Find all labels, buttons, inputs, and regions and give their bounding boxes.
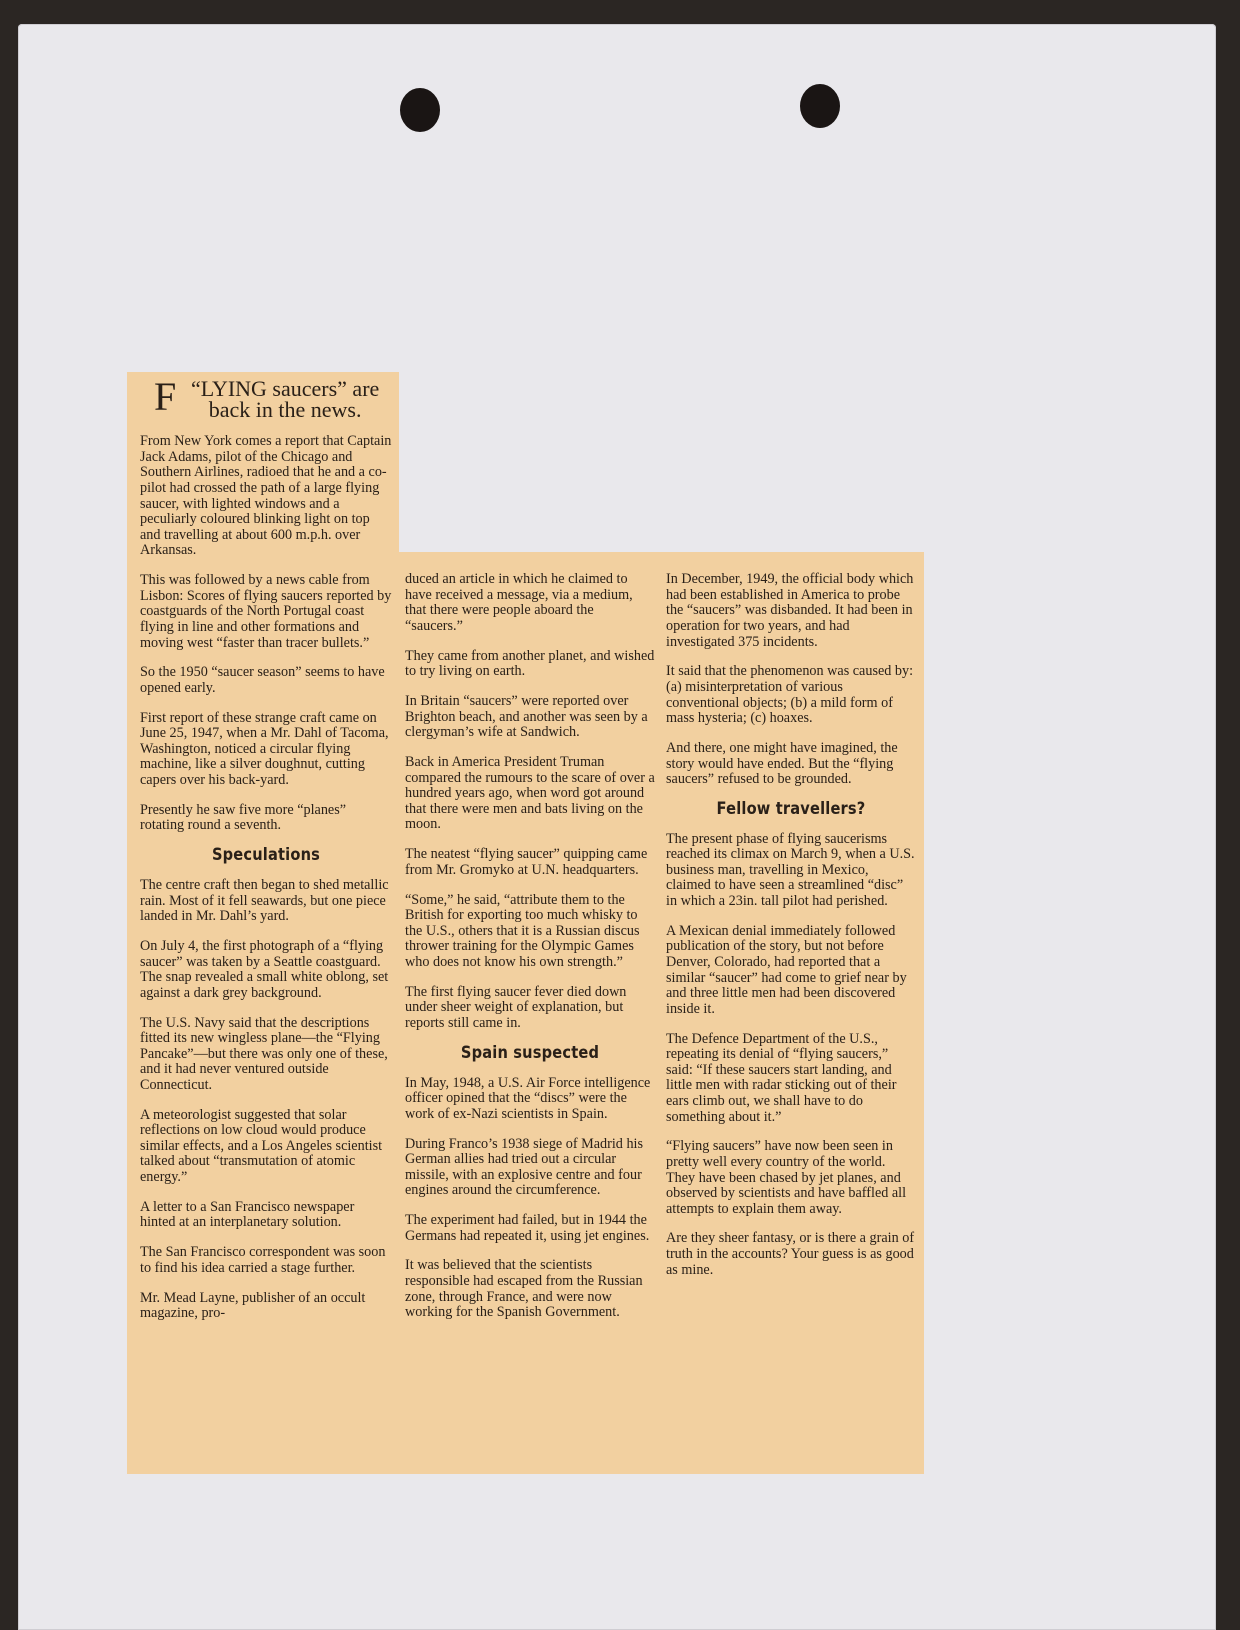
punch-hole-right xyxy=(800,84,840,128)
paragraph: So the 1950 “saucer season” seems to have opened early. xyxy=(140,664,385,696)
drop-cap: F xyxy=(154,374,177,419)
paragraph: The centre craft then began to shed metallic rain. Most of it fell seawards, but one piece landed in Mr. Dahl’s yard. xyxy=(140,876,389,925)
column-1 xyxy=(140,374,392,1336)
paragraph: The San Francisco correspondent was soon to find his idea carried a stage further. xyxy=(140,1244,386,1276)
paragraph: They came from another planet, and wished to try living on earth. xyxy=(405,647,655,680)
column-3 xyxy=(666,558,916,1292)
paragraph: On July 4, the first photograph of a “flying saucer” was taken by a Seattle coastguard. The snap revealed a small white oblong, set against a dark grey background. xyxy=(140,937,389,1001)
paragraph: Mr. Mead Layne, publisher of an occult magazine, pro- xyxy=(140,1289,366,1322)
paragraph: In December, 1949, the official body which had been established in America to probe the “saucers” was disbanded. It had been in operation for two years, and had investigated 375 incidents. xyxy=(666,571,914,650)
paragraph: This was followed by a news cable from Lisbon: Scores of flying saucers reported by coastguards of the North Portugal coast flying in line and other formations and moving west “faster than tracer bullets.” xyxy=(140,572,392,651)
column-1b-text xyxy=(140,878,392,1322)
paragraph: In May, 1948, a U.S. Air Force intelligence officer opined that the “discs” were the work of ex-Nazi scientists in Spain. xyxy=(405,1074,651,1122)
paragraph: It said that the phenomenon was caused by: (a) misinterpretation of various conventional objects; (b) a mild form of mass hysteria; (c) hoaxes. xyxy=(666,663,914,727)
headline: “ F LYING saucers” are back in the news. xyxy=(154,374,380,422)
paragraph: A letter to a San Francisco newspaper hinted at an interplanetary solution. xyxy=(140,1198,355,1231)
paragraph: The neatest “flying saucer” quipping came from Mr. Gromyko at U.N. headquarters. xyxy=(405,846,648,878)
column-3b-text xyxy=(666,832,916,1279)
column-1-text xyxy=(140,434,392,834)
paragraph: The present phase of flying saucerisms reached its climax on March 9, when a U.S. business man, travelling in Mexico, claimed to have seen a streamlined “disc” in which a 23in. tall pilot had perished. xyxy=(666,830,915,910)
paragraph: Are they sheer fantasy, or is there a grain of truth in the accounts? Your guess is as good as mine. xyxy=(666,1230,915,1278)
paragraph: The Defence Department of the U.S., repeating its denial of “flying saucers,” said: “If these saucers start landing, and little men with radar sticking out of their ears climb out, we shall have to do something about it.” xyxy=(666,1030,897,1125)
paragraph: In Britain “saucers” were reported over Brighton beach, and another was seen by a clergyman’s wife at Sandwich. xyxy=(405,693,648,741)
subhead-spain-suspected: Spain suspected xyxy=(460,1042,600,1063)
paragraph: A Mexican denial immediately followed publication of the story, but not before Denver, Colorado, had reported that a similar “saucer” had come to grief near by and three little men had been discovered inside it. xyxy=(666,922,907,1017)
subhead-speculations: Speculations xyxy=(211,845,321,866)
column-3-text xyxy=(666,572,916,788)
paragraph: duced an article in which he claimed to have received a message, via a medium, that there were people aboard the “saucers.” xyxy=(405,571,633,634)
punch-hole-left xyxy=(400,88,440,132)
paragraph: “Flying saucers” have now been seen in pretty well every country of the world. They have been chased by jet planes, and observed by scientists and have baffled all attempts to explain them away. xyxy=(666,1138,907,1217)
paragraph: First report of these strange craft came on June 25, 1947, when a Mr. Dahl of Tacoma, Washington, noticed a circular flying machine, like a silver doughnut, cutting capers over his back-yard. xyxy=(140,709,389,789)
paragraph: The U.S. Navy said that the descriptions fitted its new wingless plane—the “Flying Pancake”—but there was only one of these, and it had never ventured outside Connecticut. xyxy=(140,1014,388,1093)
paragraph: From New York comes a report that Captain Jack Adams, pilot of the Chicago and Southern Airlines, radioed that he and a co-pilot had crossed the path of a large flying saucer, with lighted windows and a peculiarly coloured blinking light on top and travelling at about 600 m.p.h. over Arkansas. xyxy=(140,433,392,559)
paragraph: It was believed that the scientists responsible had escaped from the Russian zone, through France, and were now working for the Spanish Government. xyxy=(405,1257,643,1321)
column-2-text xyxy=(405,572,655,1031)
paragraph: A meteorologist suggested that solar reflections on low cloud would produce similar effects, and a Los Angeles scientist talked about “transmutation of atomic energy.” xyxy=(140,1106,383,1186)
paragraph: Presently he saw five more “planes” rotating round a seventh. xyxy=(140,801,347,834)
paragraph: The first flying saucer fever died down under sheer weight of explanation, but reports still came in. xyxy=(405,983,627,1031)
paragraph: Back in America President Truman compared the rumours to the scare of over a hundred years ago, when word got around that there were men and bats living on the moon. xyxy=(405,754,655,833)
column-2b-text xyxy=(405,1076,655,1321)
column-2 xyxy=(405,558,655,1335)
paragraph: “Some,” he said, “attribute them to the British for exporting too much whisky to the U.S., others that it is a Russian discus thrower training for the Olympic Games who does not know his own strength.” xyxy=(405,891,640,970)
paragraph: And there, one might have imagined, the story would have ended. But the “flying saucers” refused to be grounded. xyxy=(666,739,898,788)
subhead-fellow-travellers: Fellow travellers? xyxy=(716,798,866,819)
paragraph: The experiment had failed, but in 1944 the Germans had repeated it, using jet engines. xyxy=(405,1212,650,1244)
paragraph: During Franco’s 1938 siege of Madrid his German allies had tried out a circular missile, with an explosive centre and four engines around the circumference. xyxy=(405,1135,644,1199)
